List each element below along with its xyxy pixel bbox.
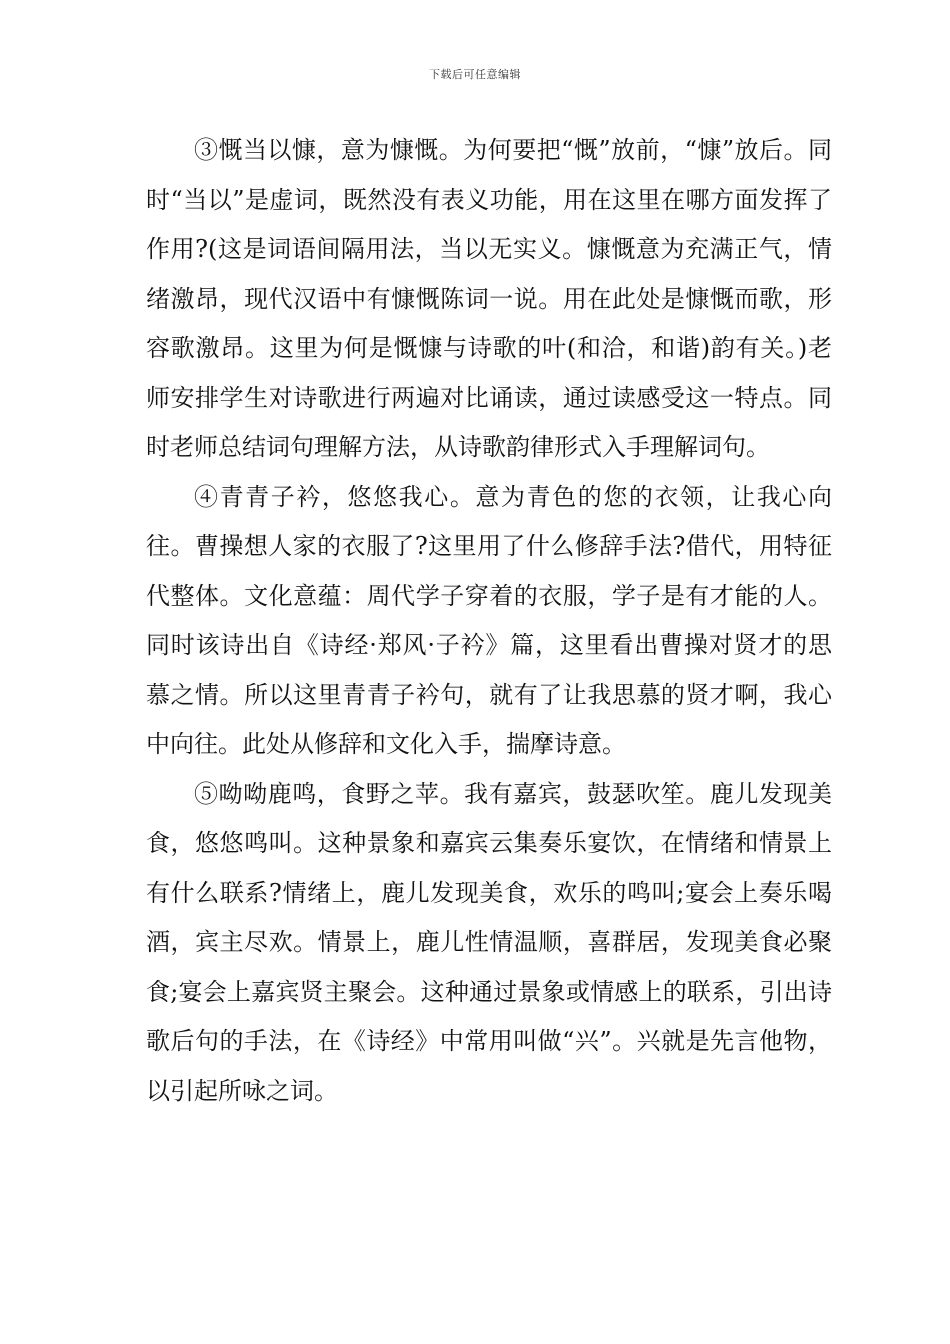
paragraph-4: ④青青子衿，悠悠我心。意为青色的您的衣领，让我心向往。曹操想人家的衣服了?这里用了什么修辞手法?借代，用特征代整体。文化意蕴：周代学子穿着的衣服，学子是有才能的人。同时该诗出自《诗经·郑风·子衿》篇，这里看出曹操对贤才的思慕之情。所以这里青青子衿句，就有了让我思慕的贤才啊，我心中向往。此处从修辞和文化入手，揣摩诗意。	[146, 482, 832, 758]
document-body	[146, 126, 832, 1116]
page-header: 下载后可任意编辑	[429, 68, 521, 81]
paragraph-3: ③慨当以慷，意为慷慨。为何要把“慨”放前，“慷”放后。同时“当以”是虚词，既然没有表义功能，用在这里在哪方面发挥了作用?(这是词语间隔用法，当以无实义。慷慨意为充满正气，情绪激昂，现代汉语中有慷慨陈词一说。用在此处是慷慨而歌，形容歌激昂。这里为何是慨慷与诗歌的叶(和洽，和谐)韵有关。)老师安排学生对诗歌进行两遍对比诵读，通过读感受这一特点。同时老师总结词句理解方法，从诗歌韵律形式入手理解词句。	[146, 136, 832, 461]
paragraph-5: ⑤呦呦鹿鸣，食野之苹。我有嘉宾，鼓瑟吹笙。鹿儿发现美食，悠悠鸣叫。这种景象和嘉宾云集奏乐宴饮，在情绪和情景上有什么联系?情绪上，鹿儿发现美食，欢乐的鸣叫;宴会上奏乐喝酒，宾主尽欢。情景上，鹿儿性情温顺，喜群居，发现美食必聚食;宴会上嘉宾贤主聚会。这种通过景象或情感上的联系，引出诗歌后句的手法，在《诗经》中常用叫做“兴”。兴就是先言他物，以引起所咏之词。	[146, 779, 832, 1105]
